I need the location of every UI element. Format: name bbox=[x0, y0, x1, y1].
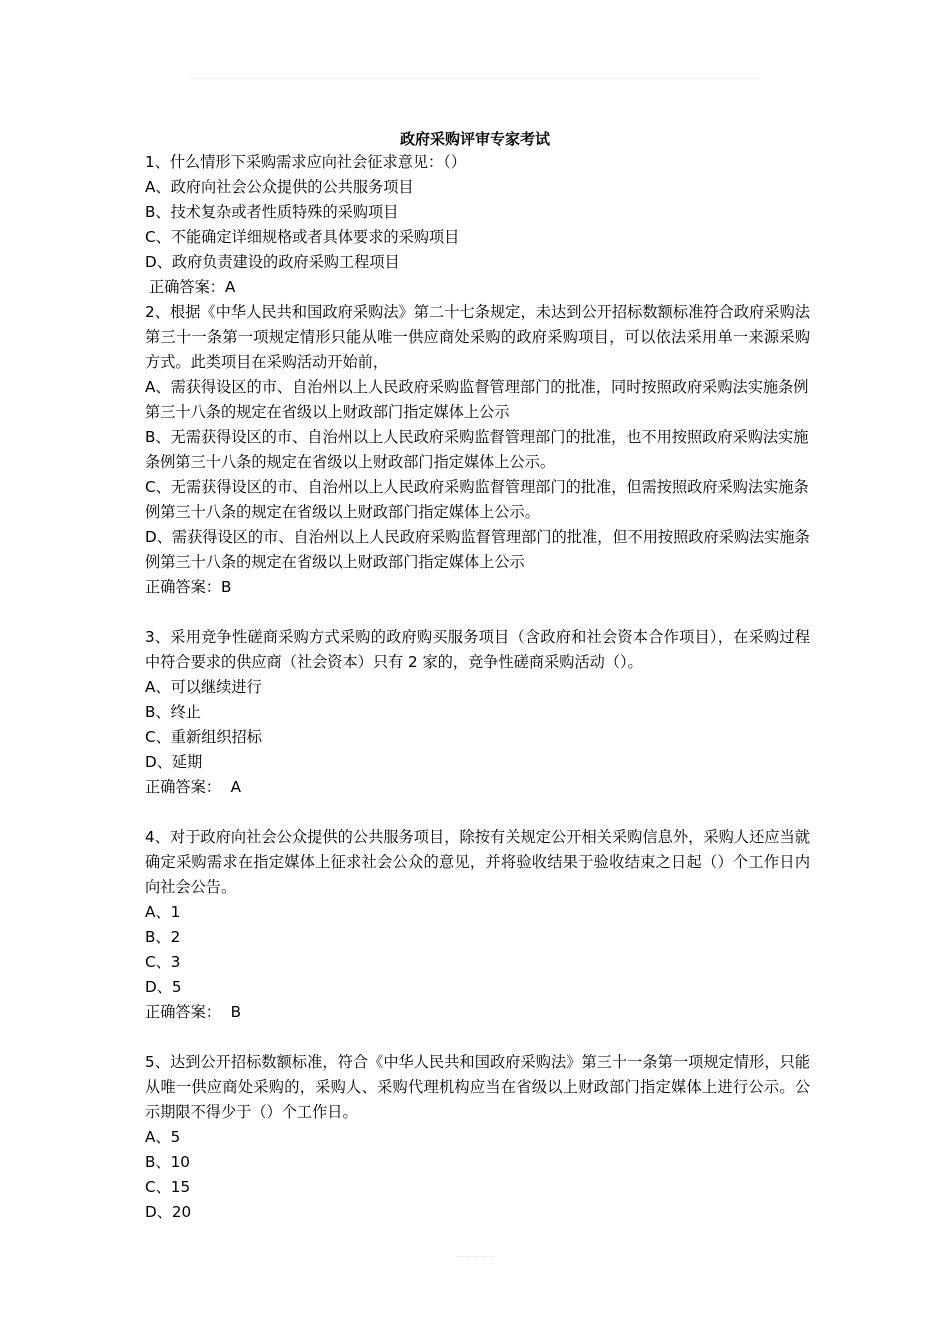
footer-mark bbox=[456, 1256, 494, 1263]
option-d: D、政府负责建设的政府采购工程项目 bbox=[145, 253, 400, 271]
question-4 bbox=[145, 825, 810, 1025]
option-a: A、政府向社会公众提供的公共服务项目 bbox=[145, 178, 414, 196]
option-c: C、3 bbox=[145, 953, 181, 971]
correct-answer: 正确答案：B bbox=[145, 578, 232, 596]
spacer bbox=[145, 1025, 810, 1050]
option-c: C、无需获得设区的市、自治州以上人民政府采购监督管理部门的批准，但需按照政府采购法实施条例第三十八条的规定在省级以上财政部门指定媒体上公示。 bbox=[145, 478, 809, 521]
option-c: C、重新组织招标 bbox=[145, 728, 262, 746]
option-b: B、10 bbox=[145, 1153, 190, 1171]
option-a: A、5 bbox=[145, 1128, 181, 1146]
option-b: B、技术复杂或者性质特殊的采购项目 bbox=[145, 203, 399, 221]
option-d: D、延期 bbox=[145, 753, 203, 771]
header-rule bbox=[190, 78, 760, 79]
option-a: A、1 bbox=[145, 903, 181, 921]
question-text: 1、什么情形下采购需求应向社会征求意见：（） bbox=[145, 153, 467, 171]
option-a: A、可以继续进行 bbox=[145, 678, 262, 696]
question-text: 3、采用竞争性磋商采购方式采购的政府购买服务项目（含政府和社会资本合作项目），在采购过程中符合要求的供应商（社会资本）只有 2 家的，竞争性磋商采购活动（）。 bbox=[145, 628, 810, 671]
correct-answer: 正确答案： A bbox=[145, 778, 241, 796]
document-title: 政府采购评审专家考试 bbox=[399, 130, 550, 148]
option-d: D、20 bbox=[145, 1203, 192, 1221]
document-body bbox=[145, 150, 810, 1225]
option-d: D、需获得设区的市、自治州以上人民政府采购监督管理部门的批准，但不用按照政府采购法实施条例第三十八条的规定在省级以上财政部门指定媒体上公示 bbox=[145, 528, 810, 571]
correct-answer: 正确答案：A bbox=[149, 278, 236, 296]
option-b: B、终止 bbox=[145, 703, 201, 721]
question-5 bbox=[145, 1050, 810, 1225]
question-1 bbox=[145, 150, 810, 300]
option-a: A、需获得设区的市、自治州以上人民政府采购监督管理部门的批准，同时按照政府采购法实施条例第三十八条的规定在省级以上财政部门指定媒体上公示 bbox=[145, 378, 809, 421]
option-c: C、不能确定详细规格或者具体要求的采购项目 bbox=[145, 228, 460, 246]
option-c: C、15 bbox=[145, 1178, 191, 1196]
spacer bbox=[145, 800, 810, 825]
option-b: B、无需获得设区的市、自治州以上人民政府采购监督管理部门的批准，也不用按照政府采购法实施条例第三十八条的规定在省级以上财政部门指定媒体上公示。 bbox=[145, 428, 809, 471]
correct-answer: 正确答案： B bbox=[145, 1003, 242, 1021]
question-2 bbox=[145, 300, 810, 600]
spacer bbox=[145, 600, 810, 625]
option-b: B、2 bbox=[145, 928, 181, 946]
question-3 bbox=[145, 625, 810, 800]
question-text: 5、达到公开招标数额标准，符合《中华人民共和国政府采购法》第三十一条第一项规定情形，只能从唯一供应商处采购的，采购人、采购代理机构应当在省级以上财政部门指定媒体上进行公示。公示期限不得少于（）个工作日。 bbox=[145, 1053, 810, 1121]
question-text: 2、根据《中华人民共和国政府采购法》第二十七条规定，未达到公开招标数额标准符合政府采购法第三十一条第一项规定情形只能从唯一供应商处采购的政府采购项目，可以依法采用单一来源采购方式。此类项目在采购活动开始前， bbox=[145, 303, 810, 371]
option-d: D、5 bbox=[145, 978, 182, 996]
question-text: 4、对于政府向社会公众提供的公共服务项目，除按有关规定公开相关采购信息外，采购人还应当就确定采购需求在指定媒体上征求社会公众的意见，并将验收结果于验收结束之日起（）个工作日内向社会公告。 bbox=[145, 828, 810, 896]
